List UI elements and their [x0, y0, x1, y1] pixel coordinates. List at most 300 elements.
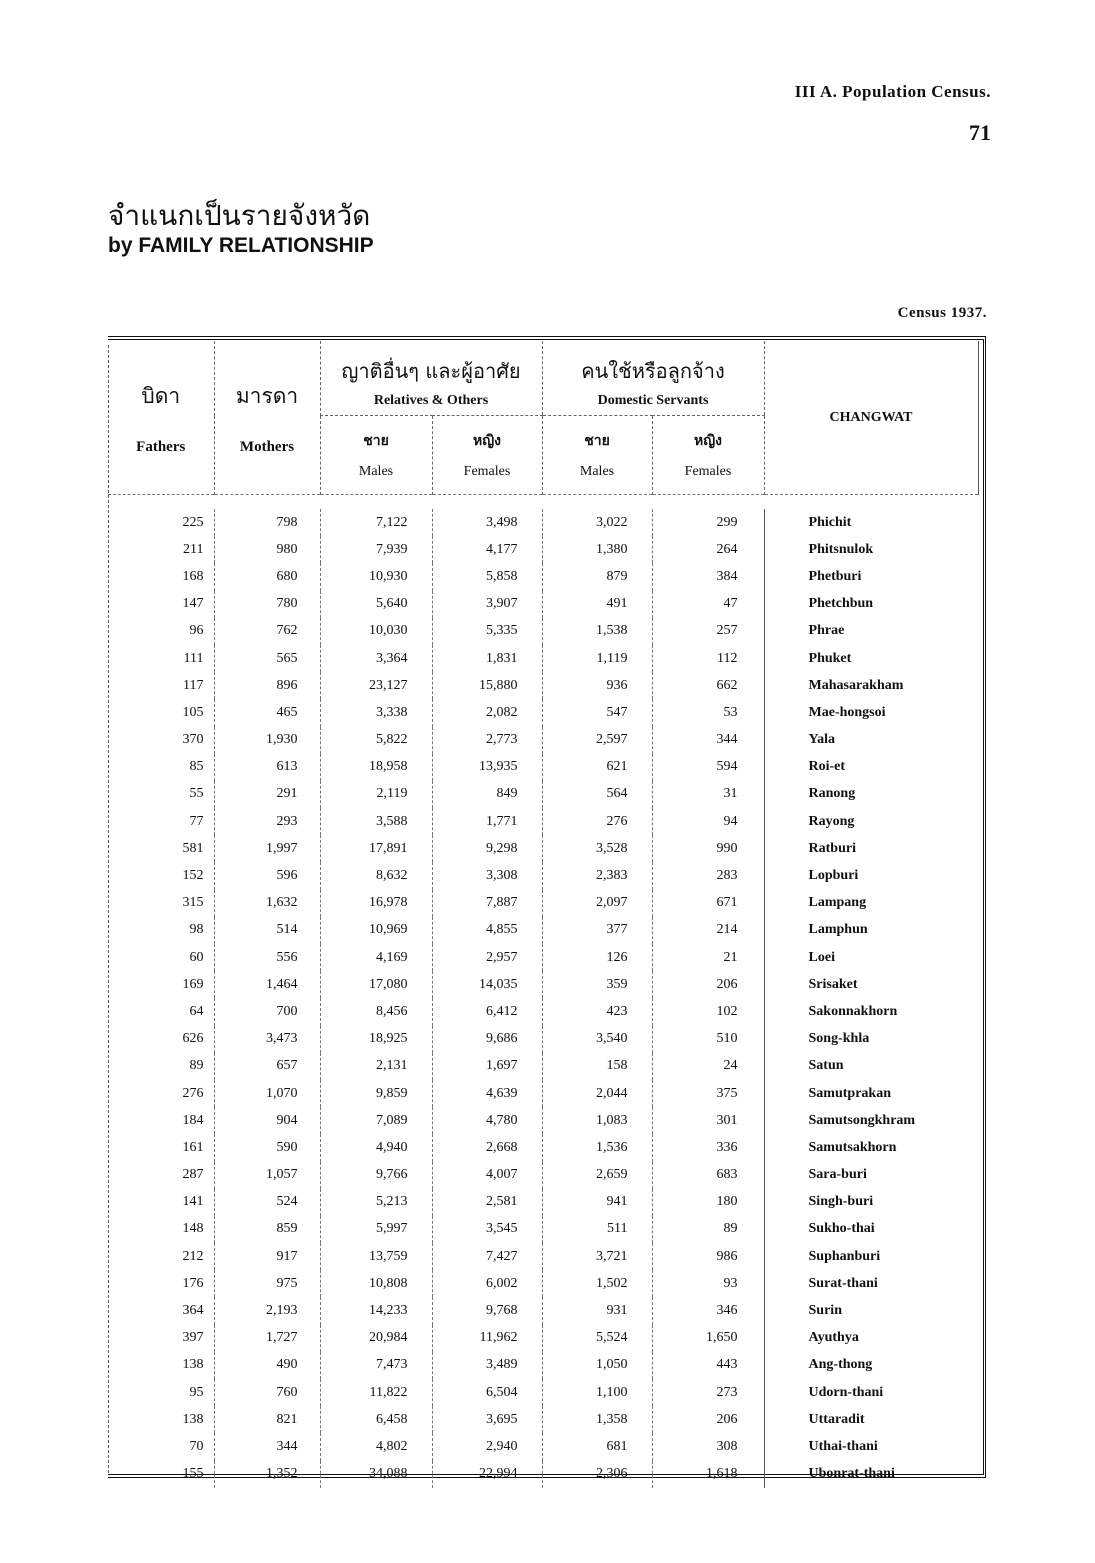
servants-males-cell: 2,097 — [542, 890, 652, 917]
table-row — [108, 509, 978, 536]
servants-females-cell: 214 — [652, 917, 764, 944]
mothers-cell: 680 — [214, 563, 320, 590]
servants-males-cell: 2,597 — [542, 727, 652, 754]
fathers-cell: 315 — [182, 895, 204, 911]
servants-males-cell: 3,528 — [542, 835, 652, 862]
servants-females-cell: 344 — [652, 727, 764, 754]
relatives-females-cell: 4,177 — [432, 536, 542, 563]
mothers-cell: 3,473 — [214, 1026, 320, 1053]
table-row — [108, 1053, 978, 1080]
changwat-name: Lampang — [764, 890, 978, 917]
relatives-males-cell: 3,338 — [320, 699, 432, 726]
servants-females-cell: 94 — [652, 808, 764, 835]
changwat-name: Srisaket — [764, 971, 978, 998]
servants-females-cell: 112 — [652, 645, 764, 672]
fathers-cell: 168 — [182, 568, 204, 584]
servants-females-cell: 257 — [652, 618, 764, 645]
relatives-males-cell: 11,822 — [320, 1379, 432, 1406]
changwat-name: Ranong — [764, 781, 978, 808]
table-row — [108, 1379, 978, 1406]
mothers-cell: 1,352 — [214, 1461, 320, 1488]
changwat-name: Samutprakan — [764, 1080, 978, 1107]
changwat-name: Mae-hongsoi — [764, 699, 978, 726]
servants-females-cell: 47 — [652, 591, 764, 618]
relatives-females-cell: 2,773 — [432, 727, 542, 754]
table-header — [108, 341, 978, 509]
table-row — [108, 1325, 978, 1352]
header-servants-males — [542, 416, 652, 495]
servants-females-cell: 671 — [652, 890, 764, 917]
header-relatives-en: Relatives & Others — [373, 393, 489, 408]
fathers-cell: 184 — [182, 1112, 204, 1128]
servants-females-cell: 384 — [652, 563, 764, 590]
servants-males-cell: 2,306 — [542, 1461, 652, 1488]
relatives-females-cell: 11,962 — [432, 1325, 542, 1352]
changwat-name: Loei — [764, 944, 978, 971]
servants-females-cell: 1,618 — [652, 1461, 764, 1488]
changwat-name: Roi-et — [764, 754, 978, 781]
table-row — [108, 672, 978, 699]
servants-males-cell: 941 — [542, 1189, 652, 1216]
fathers-cell: 60 — [189, 949, 204, 965]
mothers-cell: 975 — [214, 1270, 320, 1297]
relatives-males-cell: 3,588 — [320, 808, 432, 835]
changwat-name: Phuket — [764, 645, 978, 672]
table-row — [108, 1433, 978, 1460]
changwat-name: Phetburi — [764, 563, 978, 590]
mothers-cell: 490 — [214, 1352, 320, 1379]
relatives-females-cell: 4,780 — [432, 1107, 542, 1134]
fathers-cell: 77 — [189, 813, 204, 829]
servants-females-cell: 24 — [652, 1053, 764, 1080]
relatives-males-cell: 9,766 — [320, 1162, 432, 1189]
mothers-cell: 904 — [214, 1107, 320, 1134]
servants-males-cell: 681 — [542, 1433, 652, 1460]
mothers-cell: 293 — [214, 808, 320, 835]
table-row — [108, 727, 978, 754]
relatives-males-cell: 4,940 — [320, 1134, 432, 1161]
population-table — [108, 341, 979, 1488]
servants-males-cell: 1,100 — [542, 1379, 652, 1406]
servants-males-cell: 3,022 — [542, 509, 652, 536]
fathers-cell: 138 — [182, 1411, 204, 1427]
relatives-males-cell: 8,456 — [320, 998, 432, 1025]
changwat-name: Uttaradit — [764, 1406, 978, 1433]
servants-females-cell: 683 — [652, 1162, 764, 1189]
mothers-cell: 859 — [214, 1216, 320, 1243]
table-row — [108, 1189, 978, 1216]
running-head: III A. Population Census. — [794, 82, 991, 101]
relatives-males-cell: 10,030 — [320, 618, 432, 645]
relatives-females-cell: 1,697 — [432, 1053, 542, 1080]
table-row — [108, 917, 978, 944]
relatives-males-cell: 3,364 — [320, 645, 432, 672]
changwat-name: Sakonnakhorn — [764, 998, 978, 1025]
fathers-cell: 95 — [189, 1384, 204, 1400]
servants-males-cell: 377 — [542, 917, 652, 944]
servants-females-cell: 662 — [652, 672, 764, 699]
header-relatives-males — [320, 416, 432, 495]
changwat-name: Lopburi — [764, 862, 978, 889]
relatives-males-cell: 17,891 — [320, 835, 432, 862]
servants-females-cell: 986 — [652, 1243, 764, 1270]
fathers-cell: 147 — [182, 596, 204, 612]
relatives-females-cell: 4,007 — [432, 1162, 542, 1189]
servants-females-cell: 93 — [652, 1270, 764, 1297]
servants-males-cell: 931 — [542, 1297, 652, 1324]
servants-males-cell: 879 — [542, 563, 652, 590]
fathers-cell: 70 — [189, 1438, 204, 1454]
header-mothers-thai: มารดา — [235, 383, 299, 408]
mothers-cell: 590 — [214, 1134, 320, 1161]
relatives-females-cell: 1,831 — [432, 645, 542, 672]
census-label: Census 1937. — [897, 305, 987, 321]
relatives-females-cell: 2,082 — [432, 699, 542, 726]
mothers-cell: 465 — [214, 699, 320, 726]
relatives-males-cell: 9,859 — [320, 1080, 432, 1107]
fathers-cell: 138 — [182, 1357, 204, 1373]
servants-males-cell: 3,721 — [542, 1243, 652, 1270]
mothers-cell: 1,632 — [214, 890, 320, 917]
table-row — [108, 591, 978, 618]
relatives-males-cell: 17,080 — [320, 971, 432, 998]
changwat-name: Samutsakhorn — [764, 1134, 978, 1161]
relatives-males-cell: 20,984 — [320, 1325, 432, 1352]
mothers-cell: 798 — [214, 509, 320, 536]
mothers-cell: 565 — [214, 645, 320, 672]
servants-males-cell: 2,044 — [542, 1080, 652, 1107]
fathers-cell: 626 — [182, 1031, 204, 1047]
header-female-en: Females — [463, 464, 511, 479]
header-male-en: Males — [358, 464, 394, 479]
servants-females-cell: 206 — [652, 971, 764, 998]
fathers-cell: 211 — [183, 541, 204, 557]
servants-females-cell: 273 — [652, 1379, 764, 1406]
servants-males-cell: 158 — [542, 1053, 652, 1080]
relatives-males-cell: 18,925 — [320, 1026, 432, 1053]
relatives-females-cell: 3,489 — [432, 1352, 542, 1379]
mothers-cell: 524 — [214, 1189, 320, 1216]
relatives-females-cell: 22,994 — [432, 1461, 542, 1488]
table-row — [108, 944, 978, 971]
table-row — [108, 1297, 978, 1324]
relatives-males-cell: 10,930 — [320, 563, 432, 590]
relatives-females-cell: 4,639 — [432, 1080, 542, 1107]
header-mothers-en: Mothers — [239, 438, 295, 455]
servants-males-cell: 276 — [542, 808, 652, 835]
fathers-cell: 364 — [182, 1303, 204, 1319]
changwat-name: Phrae — [764, 618, 978, 645]
header-relatives-thai: ญาติอื่นๆ และผู้อาศัย — [341, 359, 521, 383]
header-servants-thai: คนใช้หรือลูกจ้าง — [581, 359, 725, 383]
changwat-name: Phichit — [764, 509, 978, 536]
changwat-name: Singh-buri — [764, 1189, 978, 1216]
table-body — [108, 509, 978, 1488]
changwat-name: Phitsnulok — [764, 536, 978, 563]
table-row — [108, 754, 978, 781]
changwat-name: Lamphun — [764, 917, 978, 944]
changwat-name: Rayong — [764, 808, 978, 835]
relatives-males-cell: 7,473 — [320, 1352, 432, 1379]
relatives-males-cell: 7,122 — [320, 509, 432, 536]
mothers-cell: 821 — [214, 1406, 320, 1433]
relatives-males-cell: 5,822 — [320, 727, 432, 754]
servants-males-cell: 511 — [542, 1216, 652, 1243]
servants-females-cell: 299 — [652, 509, 764, 536]
relatives-males-cell: 5,997 — [320, 1216, 432, 1243]
fathers-cell: 370 — [182, 732, 204, 748]
table-row — [108, 971, 978, 998]
table-row — [108, 1080, 978, 1107]
table-row — [108, 1134, 978, 1161]
servants-females-cell: 594 — [652, 754, 764, 781]
header-fathers-thai: บิดา — [141, 383, 181, 408]
changwat-name: Sukho-thai — [764, 1216, 978, 1243]
relatives-females-cell: 9,768 — [432, 1297, 542, 1324]
relatives-females-cell: 15,880 — [432, 672, 542, 699]
relatives-females-cell: 9,686 — [432, 1026, 542, 1053]
changwat-name: Ratburi — [764, 835, 978, 862]
servants-females-cell: 1,650 — [652, 1325, 764, 1352]
changwat-name: Uthai-thani — [764, 1433, 978, 1460]
table-row — [108, 1216, 978, 1243]
fathers-cell: 85 — [189, 759, 204, 775]
servants-males-cell: 423 — [542, 998, 652, 1025]
header-mothers — [214, 341, 320, 495]
servants-females-cell: 990 — [652, 835, 764, 862]
servants-males-cell: 5,524 — [542, 1325, 652, 1352]
relatives-males-cell: 10,969 — [320, 917, 432, 944]
servants-females-cell: 336 — [652, 1134, 764, 1161]
mothers-cell: 1,930 — [214, 727, 320, 754]
changwat-name: Yala — [764, 727, 978, 754]
fathers-cell: 111 — [183, 650, 204, 666]
table-row — [108, 998, 978, 1025]
relatives-females-cell: 3,907 — [432, 591, 542, 618]
relatives-males-cell: 23,127 — [320, 672, 432, 699]
relatives-males-cell: 13,759 — [320, 1243, 432, 1270]
relatives-females-cell: 3,545 — [432, 1216, 542, 1243]
left-rule — [108, 345, 109, 1473]
relatives-females-cell: 6,002 — [432, 1270, 542, 1297]
relatives-females-cell: 5,335 — [432, 618, 542, 645]
relatives-females-cell: 5,858 — [432, 563, 542, 590]
relatives-females-cell: 2,957 — [432, 944, 542, 971]
table-row — [108, 781, 978, 808]
servants-females-cell: 443 — [652, 1352, 764, 1379]
mothers-cell: 514 — [214, 917, 320, 944]
fathers-cell: 89 — [189, 1058, 204, 1074]
servants-females-cell: 308 — [652, 1433, 764, 1460]
servants-males-cell: 126 — [542, 944, 652, 971]
mothers-cell: 1,057 — [214, 1162, 320, 1189]
fathers-cell: 98 — [189, 922, 204, 938]
changwat-name: Ubonrat-thani — [764, 1461, 978, 1488]
servants-males-cell: 491 — [542, 591, 652, 618]
servants-females-cell: 89 — [652, 1216, 764, 1243]
servants-males-cell: 621 — [542, 754, 652, 781]
changwat-name: Satun — [764, 1053, 978, 1080]
servants-females-cell: 31 — [652, 781, 764, 808]
fathers-cell: 176 — [182, 1275, 204, 1291]
relatives-males-cell: 2,119 — [320, 781, 432, 808]
table-row — [108, 699, 978, 726]
fathers-cell: 141 — [182, 1194, 204, 1210]
header-male-en: Males — [579, 464, 615, 479]
table-row — [108, 1270, 978, 1297]
relatives-females-cell: 13,935 — [432, 754, 542, 781]
servants-females-cell: 375 — [652, 1080, 764, 1107]
servants-males-cell: 359 — [542, 971, 652, 998]
relatives-females-cell: 6,504 — [432, 1379, 542, 1406]
mothers-cell: 700 — [214, 998, 320, 1025]
relatives-females-cell: 14,035 — [432, 971, 542, 998]
fathers-cell: 276 — [182, 1085, 204, 1101]
table-row — [108, 1162, 978, 1189]
changwat-name: Samutsongkhram — [764, 1107, 978, 1134]
header-servants — [542, 341, 764, 416]
fathers-cell: 155 — [182, 1466, 204, 1482]
fathers-cell: 397 — [182, 1330, 204, 1346]
fathers-cell: 105 — [182, 704, 204, 720]
changwat-name: Ayuthya — [764, 1325, 978, 1352]
header-fathers-en: Fathers — [136, 438, 186, 455]
header-servants-en: Domestic Servants — [597, 393, 709, 408]
table-row — [108, 1026, 978, 1053]
changwat-name: Phetchbun — [764, 591, 978, 618]
servants-males-cell: 547 — [542, 699, 652, 726]
relatives-females-cell: 7,887 — [432, 890, 542, 917]
table-row — [108, 1461, 978, 1488]
header-servants-females — [652, 416, 764, 495]
fathers-cell: 581 — [182, 840, 204, 856]
header-relatives — [320, 341, 542, 416]
table-row — [108, 645, 978, 672]
header-female-thai: หญิง — [473, 433, 501, 449]
relatives-males-cell: 18,958 — [320, 754, 432, 781]
servants-males-cell: 2,383 — [542, 862, 652, 889]
relatives-males-cell: 4,802 — [320, 1433, 432, 1460]
changwat-name: Ang-thong — [764, 1352, 978, 1379]
mothers-cell: 896 — [214, 672, 320, 699]
servants-males-cell: 1,536 — [542, 1134, 652, 1161]
servants-females-cell: 21 — [652, 944, 764, 971]
servants-females-cell: 301 — [652, 1107, 764, 1134]
relatives-females-cell: 7,427 — [432, 1243, 542, 1270]
servants-males-cell: 1,119 — [542, 645, 652, 672]
fathers-cell: 152 — [182, 868, 204, 884]
mothers-cell: 657 — [214, 1053, 320, 1080]
header-male-thai: ชาย — [584, 433, 610, 449]
relatives-females-cell: 2,940 — [432, 1433, 542, 1460]
changwat-name: Udorn-thani — [764, 1379, 978, 1406]
header-changwat: CHANGWAT — [764, 341, 978, 495]
servants-males-cell: 2,659 — [542, 1162, 652, 1189]
servants-females-cell: 53 — [652, 699, 764, 726]
mothers-cell: 780 — [214, 591, 320, 618]
relatives-females-cell: 3,308 — [432, 862, 542, 889]
mothers-cell: 291 — [214, 781, 320, 808]
header-female-en: Females — [684, 464, 732, 479]
mothers-cell: 980 — [214, 536, 320, 563]
servants-females-cell: 102 — [652, 998, 764, 1025]
changwat-name: Mahasarakham — [764, 672, 978, 699]
relatives-males-cell: 10,808 — [320, 1270, 432, 1297]
servants-males-cell: 1,502 — [542, 1270, 652, 1297]
header-fathers — [108, 341, 214, 495]
mothers-cell: 613 — [214, 754, 320, 781]
relatives-males-cell: 16,978 — [320, 890, 432, 917]
servants-males-cell: 1,380 — [542, 536, 652, 563]
table-row — [108, 563, 978, 590]
table-row — [108, 1406, 978, 1433]
mothers-cell: 2,193 — [214, 1297, 320, 1324]
mothers-cell: 762 — [214, 618, 320, 645]
relatives-females-cell: 9,298 — [432, 835, 542, 862]
table-row — [108, 862, 978, 889]
fathers-cell: 225 — [182, 514, 204, 530]
relatives-females-cell: 2,581 — [432, 1189, 542, 1216]
servants-males-cell: 1,083 — [542, 1107, 652, 1134]
table-row — [108, 1107, 978, 1134]
relatives-males-cell: 14,233 — [320, 1297, 432, 1324]
header-male-thai: ชาย — [363, 433, 389, 449]
mothers-cell: 760 — [214, 1379, 320, 1406]
table-row — [108, 890, 978, 917]
relatives-males-cell: 4,169 — [320, 944, 432, 971]
mothers-cell: 917 — [214, 1243, 320, 1270]
mothers-cell: 1,464 — [214, 971, 320, 998]
header-female-thai: หญิง — [694, 433, 722, 449]
table-row — [108, 808, 978, 835]
mothers-cell: 556 — [214, 944, 320, 971]
header-relatives-females — [432, 416, 542, 495]
title-thai: จำแนกเป็นรายจังหวัด — [108, 199, 371, 232]
servants-females-cell: 283 — [652, 862, 764, 889]
relatives-males-cell: 5,213 — [320, 1189, 432, 1216]
servants-females-cell: 510 — [652, 1026, 764, 1053]
servants-females-cell: 346 — [652, 1297, 764, 1324]
page-number: 71 — [969, 120, 991, 145]
fathers-cell: 161 — [182, 1139, 204, 1155]
mothers-cell: 344 — [214, 1433, 320, 1460]
changwat-name: Surat-thani — [764, 1270, 978, 1297]
relatives-males-cell: 7,089 — [320, 1107, 432, 1134]
relatives-males-cell: 8,632 — [320, 862, 432, 889]
mothers-cell: 596 — [214, 862, 320, 889]
servants-males-cell: 936 — [542, 672, 652, 699]
servants-males-cell: 1,050 — [542, 1352, 652, 1379]
mothers-cell: 1,727 — [214, 1325, 320, 1352]
fathers-cell: 148 — [182, 1221, 204, 1237]
changwat-name: Song-khla — [764, 1026, 978, 1053]
changwat-name: Sara-buri — [764, 1162, 978, 1189]
fathers-cell: 96 — [189, 623, 204, 639]
relatives-males-cell: 5,640 — [320, 591, 432, 618]
fathers-cell: 117 — [183, 677, 204, 693]
relatives-males-cell: 6,458 — [320, 1406, 432, 1433]
fathers-cell: 212 — [182, 1248, 204, 1264]
servants-females-cell: 264 — [652, 536, 764, 563]
servants-males-cell: 1,538 — [542, 618, 652, 645]
servants-males-cell: 3,540 — [542, 1026, 652, 1053]
table-row — [108, 1243, 978, 1270]
relatives-females-cell: 6,412 — [432, 998, 542, 1025]
table-row — [108, 1352, 978, 1379]
table-row — [108, 835, 978, 862]
changwat-name: Suphanburi — [764, 1243, 978, 1270]
relatives-females-cell: 3,498 — [432, 509, 542, 536]
